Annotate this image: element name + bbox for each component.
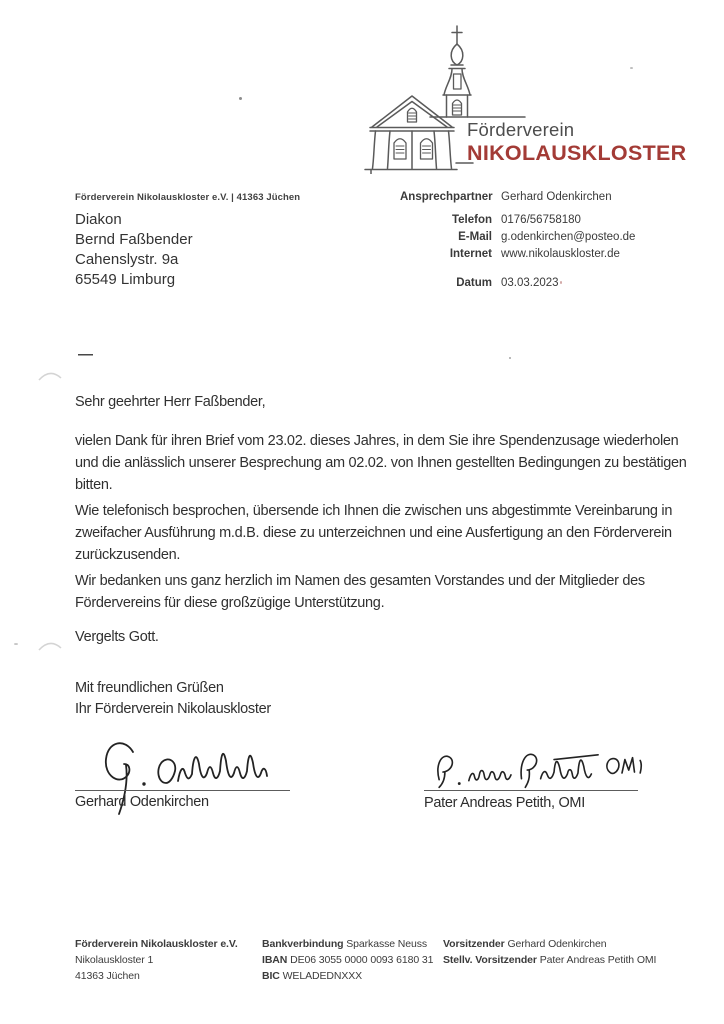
body-paragraph-line: zurückzusenden. (75, 547, 181, 563)
footer-vicechair-label: Stellv. Vorsitzender (443, 954, 537, 966)
scan-speck (560, 281, 562, 284)
contact-label: Telefon (451, 214, 492, 226)
scan-arc-artifact (36, 638, 64, 654)
recipient-line: Cahenslystr. 9a (75, 251, 179, 268)
letter-body (75, 392, 700, 647)
footer-bank-value: Sparkasse Neuss (346, 938, 428, 950)
contact-row (400, 229, 680, 246)
footer-org-street: Nikolauskloster 1 (75, 954, 154, 966)
footer-org-column (75, 936, 238, 984)
logo-wordmark-line1: Förderverein (467, 119, 575, 140)
blessing-line: Vergelts Gott. (75, 629, 159, 645)
footer-bank-row (262, 936, 433, 952)
contact-row (400, 246, 680, 263)
scan-arc-artifact (36, 368, 64, 384)
contact-info-block (400, 189, 680, 292)
footer-chair-value: Gerhard Odenkirchen (507, 938, 607, 950)
body-paragraph-line: Wir bedanken uns ganz herzlich im Namen des gesamten Vorstandes und der Mitglieder des (75, 573, 645, 589)
salutation: Sehr geehrter Herr Faßbender, (75, 394, 266, 410)
footer-board-row (443, 936, 656, 952)
footer-vicechair-value: Pater Andreas Petith OMI (539, 954, 657, 966)
recipient-line: Diakon (75, 211, 122, 228)
body-paragraph-line: bitten. (75, 477, 113, 493)
contact-value: Gerhard Odenkirchen (501, 191, 612, 203)
body-paragraph (75, 430, 700, 496)
scan-speck (239, 97, 242, 100)
footer-bic-value: WELADEDNXXX (282, 970, 363, 982)
contact-label: Internet (449, 248, 492, 260)
recipient-address-block (75, 210, 193, 290)
scan-speck (630, 67, 633, 69)
footer-bank-column (262, 936, 433, 984)
body-paragraph (75, 570, 700, 614)
signature-name-right: Pater Andreas Petith, OMI (424, 795, 585, 811)
body-paragraph-line: Wie telefonisch besprochen, übersende ich Ihnen die zwischen uns abgestimmte Vereinbarung in (75, 503, 673, 519)
contact-label: Ansprechpartner (400, 191, 493, 203)
contact-row (400, 212, 680, 229)
signature-line-left (75, 790, 290, 791)
date-label: Datum (456, 277, 492, 289)
logo-wordmark-line2: NIKOLAUSKLOSTER (467, 140, 687, 165)
footer-org-name: Förderverein Nikolauskloster e.V. (75, 938, 238, 950)
scan-speck (14, 643, 18, 645)
contact-value: g.odenkirchen@posteo.de (501, 231, 636, 243)
body-paragraph (75, 500, 700, 566)
recipient-line: 65549 Limburg (75, 271, 176, 288)
footer-org-city: 41363 Jüchen (75, 970, 140, 982)
sender-return-address: Förderverein Nikolauskloster e.V. | 41363 Jüchen (75, 192, 301, 203)
footer-board-column (443, 936, 656, 968)
body-dash-mark: — (78, 346, 92, 363)
date-row (400, 275, 680, 292)
footer-bank-row (262, 968, 433, 984)
body-paragraph-line: vielen Dank für ihren Brief vom 23.02. dieses Jahres, in dem Sie ihre Spendenzusage wiederholen (75, 433, 679, 449)
scan-speck (509, 357, 511, 359)
body-paragraph-line: zweifacher Ausführung m.d.B. diese zu unterzeichnen und eine Ausfertigung an den Förderverein (75, 525, 672, 541)
contact-value: www.nikolauskloster.de (501, 248, 620, 260)
logo-wordmark (467, 121, 687, 164)
footer-bank-row (262, 952, 433, 968)
footer-bank-label: Bankverbindung (262, 938, 344, 950)
closing-block (75, 678, 271, 720)
contact-row (400, 189, 680, 206)
closing-line: Ihr Förderverein Nikolauskloster (75, 701, 271, 717)
date-value: 03.03.2023 (501, 277, 559, 289)
contact-label: E-Mail (458, 231, 492, 243)
signature-name-left: Gerhard Odenkirchen (75, 794, 209, 810)
footer-bic-label: BIC (262, 970, 280, 982)
footer-board-row (443, 952, 656, 968)
footer-chair-label: Vorsitzender (443, 938, 505, 950)
recipient-line: Bernd Faßbender (75, 231, 193, 248)
body-paragraph-line: und die anlässlich unserer Besprechung am 02.02. von Ihnen gestellten Bedingungen zu bestätigen (75, 455, 687, 471)
contact-value: 0176/56758180 (501, 214, 581, 226)
signature-line-right (424, 790, 638, 791)
closing-line: Mit freundlichen Grüßen (75, 680, 224, 696)
footer-iban-label: IBAN (262, 954, 288, 966)
body-paragraph-line: Fördervereins für diese großzügige Unterstützung. (75, 595, 385, 611)
footer-iban-value: DE06 3055 0000 0093 6180 31 (290, 954, 434, 966)
